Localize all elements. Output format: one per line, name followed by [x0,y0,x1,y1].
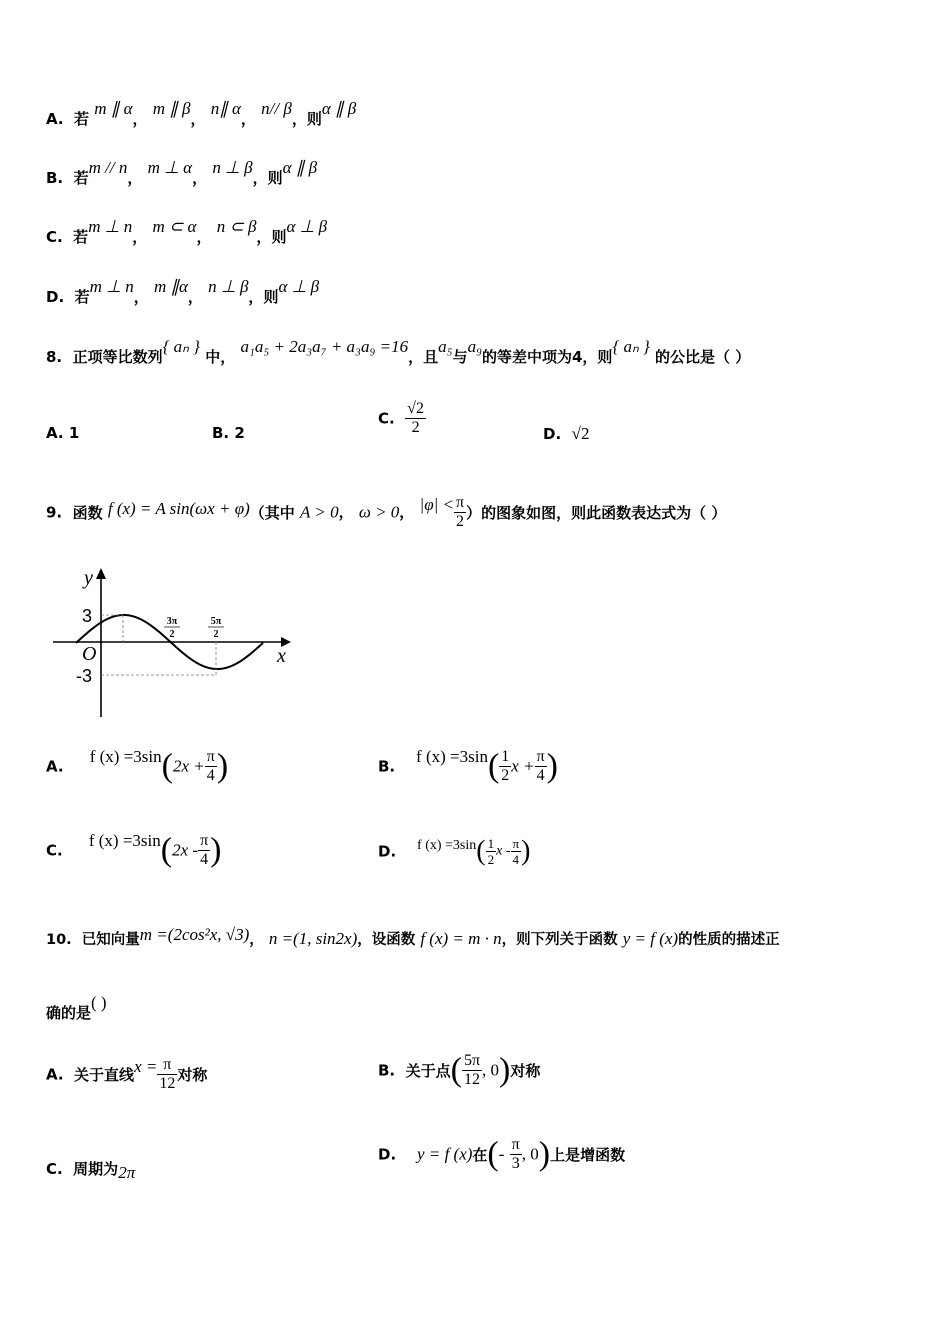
q8-option-c: C. $\frac{√2}{2}$ [378,400,424,436]
q10-stem: 10. 已知向量m =(2cos²x, √3)， n =(1, sin2x)，设函数 f (x) = m · n，则下列关于函数 y = f (x)的性质的描述正 [46,925,780,948]
fraction: $\frac{1}{2}$ [487,836,495,867]
q9-stem: 9. 函数 f (x) = A sin(ωx + φ)（其中 A > 0， ω > 0， |φ| < $\frac{\pi}{2}$ ）的图象如图，则此函数表达式为（ ） [46,494,727,530]
q8-option-b: B. 2 [212,424,245,442]
fraction: $\frac{√2}{2}$ [407,400,424,436]
fraction: $\frac{\pi}{4}$ [206,748,215,784]
origin-label: O [82,643,97,665]
fraction: $\frac{5\pi}{12}$ [463,1052,481,1088]
q7-option-b: B. 若m // n， m ⊥ α， n ⊥ β，则α ∥ β [46,158,318,187]
q10-option-b: B. 关于点( $\frac{5\pi}{12}$ , 0)对称 [378,1051,541,1089]
q8-option-a: A. 1 [46,424,80,442]
q9-option-c: C. f (x) =3sin(2x - $\frac{\pi}{4}$ ) [46,830,222,869]
tick-label-3: 3 [82,606,93,626]
fraction: $\frac{\pi}{12}$ [159,1056,176,1092]
q8-stem: 8. 正项等比数列{ aₙ } 中， a₁a₅ + 2a₃a₇ + a₃a₉ =16，且a₅与a₉的等差中项为4，则{ aₙ } 的公比是（ ） [46,337,751,366]
fraction: $\frac{1}{2}$ [501,748,510,784]
q9-option-d: D. f (x) =3sin( $\frac{1}{2}$ x - $\frac{\pi}{4}$ ) [378,835,531,867]
fraction: $\frac{\pi}{4}$ [536,748,545,784]
q10-stem-cont: 确的是( ) [46,993,107,1022]
y-label: y [84,567,93,589]
fraction: $\frac{\pi}{4}$ [200,832,209,868]
y-axis-arrow-icon [96,568,106,579]
sine-graph [48,562,298,722]
fraction: $\frac{\pi}{4}$ [512,836,520,867]
q10-option-d: D. y = f (x)在(- $\frac{\pi}{3}$ , 0)上是增函数 [378,1135,626,1173]
q7-option-a: A. 若 m ∥ α， m ∥ β， n∥ α， n// β，则α ∥ β [46,99,357,128]
tick-label-neg3: -3 [76,666,93,686]
q9-option-a: A. f (x) =3sin(2x + $\frac{\pi}{4}$ ) [46,746,229,785]
q9-option-b: B. f (x) =3sin( $\frac{1}{2}$ x + $\frac{\pi}{4}$ ) [378,746,558,785]
fraction: $\frac{\pi}{3}$ [511,1136,520,1172]
x-label: x [277,645,286,667]
q7-option-c: C. 若m ⊥ n， m ⊂ α， n ⊂ β，则α ⊥ β [46,217,328,246]
q10-option-c: C. 周期为2π [46,1160,136,1182]
q7-option-d: D. 若m ⊥ n， m ∥α， n ⊥ β，则α ⊥ β [46,277,320,306]
tick-label-5pi-num: 5π [210,616,222,627]
tick-label-3pi-num: 3π [166,616,178,627]
fraction: $\frac{\pi}{2}$ [456,494,465,530]
q8-option-d: D. √2 [543,424,590,443]
tick-label-3pi-den: 2 [169,629,175,640]
q10-option-a: A. 关于直线x = $\frac{\pi}{12}$ 对称 [46,1056,208,1092]
tick-label-5pi-den: 2 [213,629,219,640]
